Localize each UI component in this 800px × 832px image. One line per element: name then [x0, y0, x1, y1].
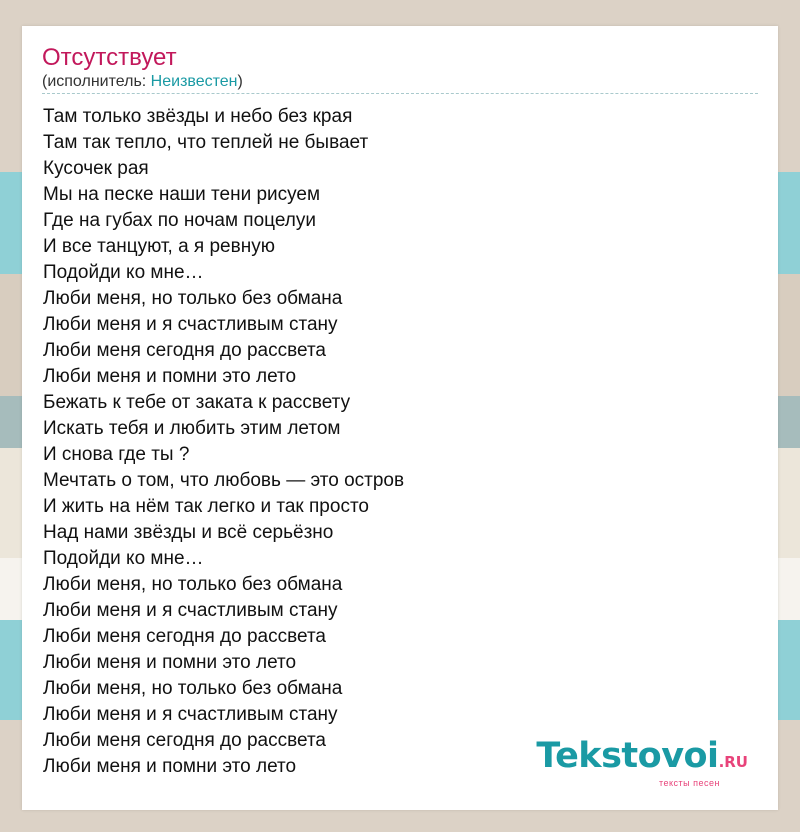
lyric-line: Над нами звёзды и всё серьёзно [43, 522, 334, 543]
lyric-line: Там так тепло, что теплей не бывает [43, 132, 369, 153]
lyric-line: Люби меня и помни это лето [43, 652, 297, 673]
lyrics-text [43, 104, 763, 780]
lyric-line: Люби меня и я счастливым стану [43, 314, 338, 335]
artist-line [42, 72, 243, 92]
lyric-line: И жить на нём так легко и так просто [43, 496, 369, 517]
lyrics-card [22, 26, 778, 810]
lyric-line: Люби меня сегодня до рассвета [43, 626, 326, 647]
lyric-line: Где на губах по ночам поцелуи [43, 210, 316, 231]
lyric-line: И снова где ты ? [43, 444, 190, 465]
artist-name-link[interactable]: Неизвестен [150, 73, 238, 90]
song-title: Отсутствует [42, 44, 177, 71]
lyric-line: Бежать к тебе от заката к рассвету [43, 392, 351, 413]
site-logo[interactable] [536, 737, 748, 788]
lyric-line: И все танцуют, а я ревную [43, 236, 275, 257]
lyric-line: Кусочек рая [43, 158, 149, 179]
lyric-line: Там только звёзды и небо без края [43, 106, 353, 127]
lyric-line: Мечтать о том, что любовь — это остров [43, 470, 405, 491]
lyric-line: Люби меня и помни это лето [43, 366, 297, 387]
logo-tagline: тексты песен [658, 778, 720, 788]
lyric-line: Люби меня, но только без обмана [43, 678, 343, 699]
logo-tld: .RU [718, 753, 748, 771]
dashed-separator [42, 93, 758, 94]
lyric-line: Мы на песке наши тени рисуем [43, 184, 321, 205]
lyric-line: Люби меня, но только без обмана [43, 574, 343, 595]
logo-name: Tekstovoi [536, 736, 719, 776]
lyric-line: Люби меня и я счастливым стану [43, 704, 338, 725]
lyric-line: Подойди ко мне… [43, 262, 204, 283]
lyric-line: Люби меня, но только без обмана [43, 288, 343, 309]
lyric-line: Люби меня сегодня до рассвета [43, 730, 326, 751]
lyric-line: Люби меня и я счастливым стану [43, 600, 338, 621]
lyric-line: Искать тебя и любить этим летом [43, 418, 341, 439]
artist-close: ) [237, 73, 243, 90]
lyric-line: Люби меня и помни это лето [43, 756, 297, 777]
artist-label: (исполнитель: [42, 73, 151, 90]
logo-wordmark [536, 737, 748, 781]
lyric-line: Подойди ко мне… [43, 548, 204, 569]
lyric-line: Люби меня сегодня до рассвета [43, 340, 326, 361]
